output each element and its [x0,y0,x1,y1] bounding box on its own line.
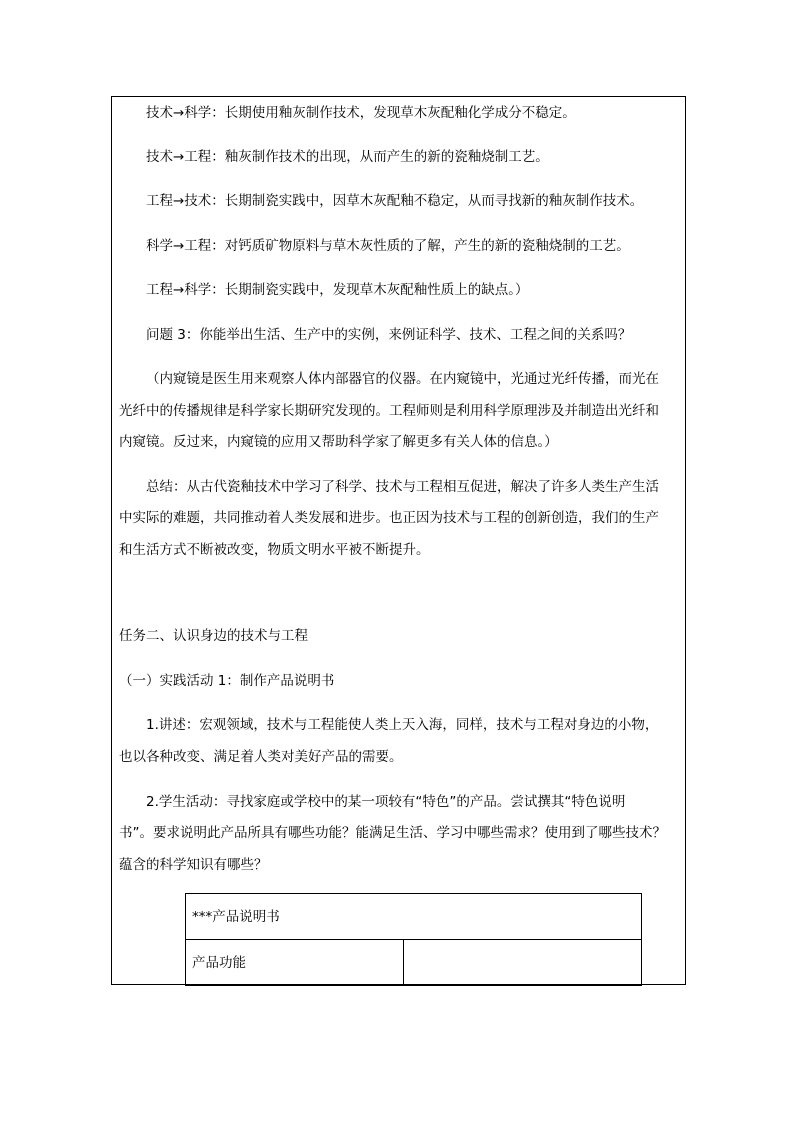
product-function-label: 产品功能 [186,940,404,986]
table-row [186,940,642,986]
relation-line: 科学→工程：对钙质矿物原料与草木灰性质的了解，产生的新的瓷釉烧制的工艺。 [146,238,630,254]
task-2-title: 任务二、认识身边的技术与工程 [119,628,308,644]
item-1-line: 1.讲述：宏观领域，技术与工程能使人类上天入海，同样，技术与工程对身边的小物， [146,717,659,733]
item-2-line: 书”。要求说明此产品所具有哪些功能？能满足生活、学习中哪些需求？使用到了哪些技术？ [119,825,666,841]
relation-line: 工程→技术：长期制瓷实践中，因草木灰配釉不稳定，从而寻找新的釉灰制作技术。 [146,193,644,209]
relation-line: 技术→工程：釉灰制作技术的出现，从而产生的新的瓷釉烧制工艺。 [146,149,549,165]
item-1-line: 也以各种改变、满足着人类对美好产品的需要。 [119,749,403,765]
item-2-line: 蕴含的科学知识有哪些？ [119,857,268,873]
summary-line: 中实际的难题，共同推动着人类发展和进步。也正因为技术与工程的创新创造，我们的生产 [119,510,659,526]
product-manual-title: ***产品说明书 [186,894,642,940]
answer-3-line: 内窥镜。反过来，内窥镜的应用又帮助科学家了解更多有关人体的信息。） [119,434,558,450]
summary-line: 总结：从古代瓷釉技术中学习了科学、技术与工程相互促进，解决了许多人类生产生活 [146,479,659,495]
answer-3-line: 光纤中的传播规律是科学家长期研究发现的。工程师则是利用科学原理涉及并制造出光纤和 [119,403,659,419]
answer-3-line: （内窥镜是医生用来观察人体内部器官的仪器。在内窥镜中，光通过光纤传播，而光在 [146,371,659,387]
relation-line: 工程→科学：长期制瓷实践中，发现草木灰配釉性质上的缺点。） [146,282,529,298]
product-function-value[interactable] [404,940,642,986]
product-manual-table [185,893,642,986]
item-2-line: 2.学生活动：寻找家庭或学校中的某一项较有“特色”的产品。尝试撰其“特色说明 [146,794,626,810]
activity-1-title: （一）实践活动 1：制作产品说明书 [119,673,335,689]
relation-line: 技术→科学：长期使用釉灰制作技术，发现草木灰配釉化学成分不稳定。 [146,105,576,121]
table-row [186,894,642,940]
summary-line: 和生活方式不断被改变，物质文明水平被不断提升。 [119,542,430,558]
question-3: 问题 3：你能举出生活、生产中的实例，来例证科学、技术、工程之间的关系吗？ [146,327,632,343]
